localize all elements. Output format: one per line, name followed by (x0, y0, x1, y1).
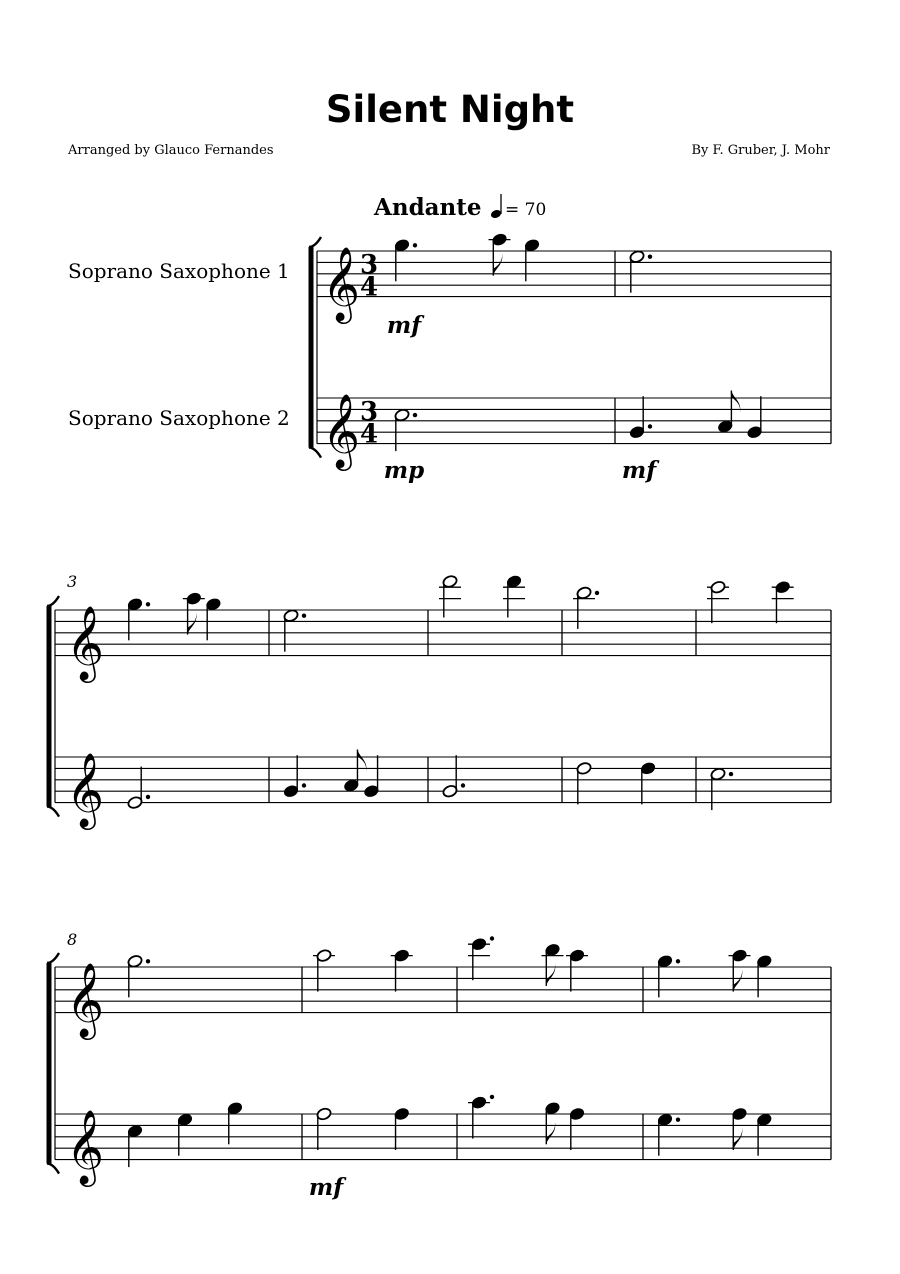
note (629, 396, 652, 439)
note (205, 597, 221, 640)
augmentation-dot (729, 772, 733, 776)
note (227, 1101, 243, 1144)
treble-clef-icon: 𝄞 (66, 606, 104, 681)
note (542, 943, 564, 986)
note (756, 954, 772, 997)
augmentation-dot (676, 1118, 680, 1122)
note (183, 592, 205, 635)
time-signature-numerator: 3 (359, 249, 379, 280)
bracket-hook-top (309, 237, 321, 247)
note (127, 767, 150, 810)
note (391, 949, 413, 992)
note (468, 936, 494, 980)
augmentation-dot (146, 959, 150, 963)
instrument-name-2: Soprano Saxophone 2 (68, 406, 290, 430)
note (657, 1113, 680, 1156)
flag (733, 970, 742, 992)
composer-credit: By F. Gruber, J. Mohr (691, 143, 830, 158)
staff-1 (55, 967, 831, 1013)
note (343, 750, 366, 793)
treble-clef-icon: 𝄞 (322, 247, 360, 322)
augmentation-dot (413, 243, 417, 247)
note (439, 574, 461, 617)
flag (188, 613, 197, 635)
dynamic-marking: mf (621, 457, 657, 484)
note (756, 1113, 772, 1156)
tempo-marking: Andante (374, 194, 482, 221)
note (468, 1095, 494, 1139)
dynamic-marking: mp (383, 457, 425, 484)
note (731, 1107, 747, 1150)
note (313, 949, 335, 992)
note (524, 238, 540, 281)
augmentation-dot (302, 783, 306, 787)
bracket-hook-top (47, 953, 59, 963)
staff-1 (317, 251, 831, 297)
note (489, 233, 511, 276)
staff-2 (55, 1114, 831, 1160)
instrument-name-1: Soprano Saxophone 1 (68, 259, 290, 283)
augmentation-dot (648, 255, 652, 259)
note (363, 755, 379, 798)
note (394, 1107, 410, 1150)
dynamic-marking: mf (386, 312, 422, 339)
note (657, 954, 680, 997)
note (283, 755, 306, 798)
arranger-credit: Arranged by Glauco Fernandes (68, 143, 274, 158)
treble-clef-icon: 𝄞 (66, 753, 104, 828)
note (566, 949, 588, 992)
augmentation-dot (413, 413, 417, 417)
piece-title: Silent Night (325, 88, 575, 131)
note (503, 574, 525, 617)
augmentation-dot (676, 959, 680, 963)
note (394, 408, 417, 451)
treble-clef-icon: 𝄞 (66, 1110, 104, 1185)
augmentation-dot (302, 614, 306, 618)
tempo-quarter-note-icon (490, 194, 502, 219)
note (127, 954, 150, 997)
time-signature-denominator: 4 (359, 272, 379, 303)
bracket-hook-top (47, 596, 59, 606)
note (640, 761, 656, 804)
note (707, 580, 729, 623)
augmentation-dot (146, 602, 150, 606)
note (316, 1107, 332, 1150)
augmentation-dot (595, 591, 599, 595)
note (177, 1113, 193, 1156)
note (569, 1107, 585, 1150)
flag (493, 254, 502, 276)
note (442, 755, 465, 798)
note (127, 1124, 143, 1167)
note (717, 391, 740, 434)
staff-1 (55, 610, 831, 656)
dynamic-marking: mf (308, 1174, 344, 1201)
note (283, 609, 306, 652)
augmentation-dot (648, 424, 652, 428)
augmentation-dot (461, 783, 465, 787)
measure-number: 3 (67, 572, 78, 591)
note (573, 586, 599, 629)
bracket-hook-bottom (47, 807, 59, 817)
note (710, 767, 733, 810)
augmentation-dot (490, 936, 494, 940)
note (772, 580, 794, 623)
bracket-hook-bottom (47, 1164, 59, 1174)
measure-number: 8 (67, 930, 78, 949)
tempo-bpm: = 70 (505, 200, 547, 220)
flag (733, 1128, 742, 1150)
note (629, 250, 652, 293)
note (544, 1101, 560, 1144)
note (576, 761, 592, 804)
time-signature-denominator: 4 (359, 419, 379, 450)
treble-clef-icon: 𝄞 (66, 963, 104, 1038)
note (746, 396, 762, 439)
bracket-hook-bottom (309, 448, 321, 458)
augmentation-dot (146, 795, 150, 799)
note (127, 597, 150, 640)
augmentation-dot (490, 1095, 494, 1099)
treble-clef-icon: 𝄞 (322, 394, 360, 469)
time-signature-numerator: 3 (359, 396, 379, 427)
note (728, 949, 750, 992)
note (394, 238, 417, 281)
